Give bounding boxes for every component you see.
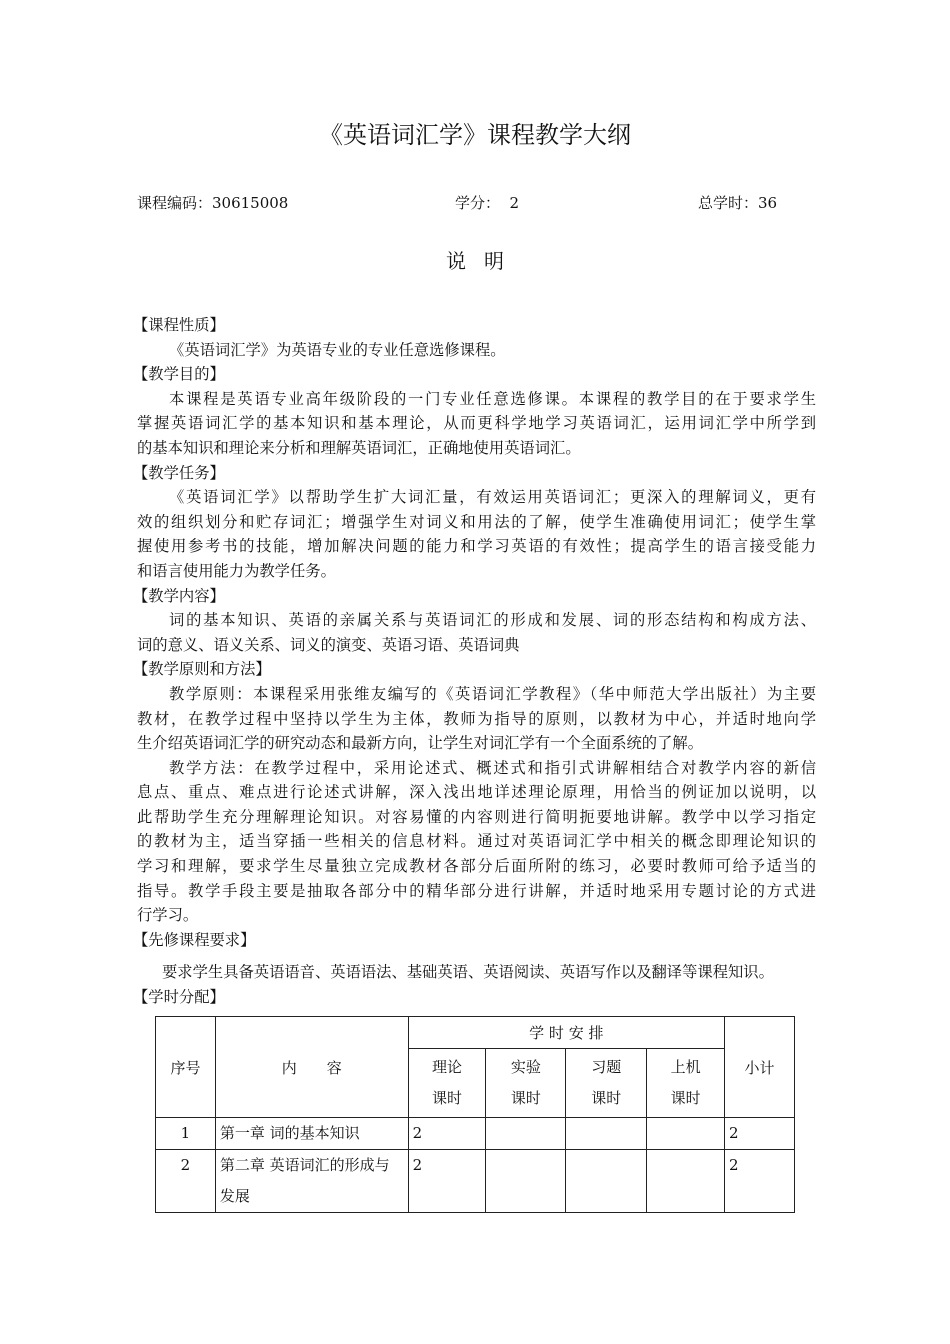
hours-table [155, 1016, 795, 1213]
header-subcolumn-label: 课时 [510, 1089, 541, 1107]
document-title: 《英语词汇学》课程教学大纲 [319, 121, 631, 149]
header-subcolumn-label: 习题 [591, 1058, 622, 1076]
paragraph-line: 词的意义、语义关系、词义的演变、英语习语、英语词典 [137, 635, 520, 654]
prerequisite-text: 要求学生具备英语语音、英语语法、基础英语、英语阅读、英语写作以及翻译等课程知识。 [162, 963, 774, 982]
paragraph-line: 词的基本知识、英语的亲属关系与英语词汇的形成和发展、词的形态结构和构成方法、 [169, 611, 816, 630]
cell-content: 第二章 英语词汇的形成与发展 [215, 1150, 408, 1213]
paragraph-line: 指导。教学手段主要是抽取各部分中的精华部分进行讲解，并适时地采用专题讨论的方式进 [137, 881, 816, 900]
paragraph-line: 行学习。 [137, 906, 199, 925]
cell-theory: 2 [408, 1118, 486, 1150]
paragraph-line: 握使用参考书的技能，增加解决问题的能力和学习英语的有效性；提高学生的语言接受能力 [137, 537, 816, 556]
cell-exercise [566, 1150, 647, 1213]
paragraph-line: 学习和理解，要求学生尽量独立完成教材各部分后面所附的练习，必要时教师可给予适当的 [137, 857, 816, 876]
course-credit: 学分： 2 [455, 194, 520, 212]
paragraph-line: 生介绍英语词汇学的研究动态和最新方向，让学生对词汇学有一个全面系统的了解。 [137, 734, 703, 753]
cell-lab [486, 1118, 566, 1150]
paragraph-line: 本课程是英语专业高年级阶段的一门专业任意选修课。本课程的教学目的在于要求学生 [169, 389, 816, 408]
paragraph-line: 的教材为主，适当穿插一些相关的信息材料。通过对英语词汇学中相关的概念即理论知识的 [137, 832, 816, 851]
section-subtitle: 说明 [446, 249, 522, 273]
paragraph-line: 效的组织划分和贮存词汇；增强学生对词义和用法的了解，使学生准确使用词汇；使学生掌 [137, 512, 816, 531]
paragraph-line: 《英语词汇学》以帮助学生扩大词汇量，有效运用英语词汇；更深入的理解词义，更有 [169, 488, 816, 507]
header-subcolumn-label: 上机 [670, 1058, 701, 1076]
header-total: 小计 [725, 1017, 795, 1118]
cell-total: 2 [725, 1150, 795, 1213]
cell-computer [647, 1150, 725, 1213]
section-heading: 【教学原则和方法】 [133, 660, 271, 679]
cell-theory: 2 [408, 1150, 486, 1213]
section-heading: 【先修课程要求】 [133, 930, 256, 949]
paragraph-line: 教学原则：本课程采用张维友编写的《英语词汇学教程》（华中师范大学出版社）为主要 [169, 684, 816, 703]
section-heading: 【课程性质】 [133, 316, 225, 334]
section-heading: 【学时分配】 [133, 988, 225, 1007]
paragraph-line: 的基本知识和理论来分析和理解英语词汇，正确地使用英语词汇。 [137, 438, 581, 457]
cell-total: 2 [725, 1118, 795, 1150]
cell-no: 1 [156, 1118, 216, 1150]
section-heading: 【教学任务】 [133, 463, 225, 482]
header-subcolumn [647, 1049, 725, 1118]
cell-content: 第一章 词的基本知识 [215, 1118, 408, 1150]
paragraph-line: 《英语词汇学》为英语专业的专业任意选修课程。 [169, 340, 506, 359]
paragraph-line: 教材，在教学过程中坚持以学生为主体，教师为指导的原则，以教材为中心，并适时地向学 [137, 709, 816, 728]
paragraph-line: 此帮助学生充分理解理论知识。对容易懂的内容则进行简明扼要地讲解。教学中以学习指定 [137, 807, 816, 826]
header-subcolumn-label: 课时 [670, 1089, 701, 1107]
cell-lab [486, 1150, 566, 1213]
cell-no: 2 [156, 1150, 216, 1213]
paragraph-line: 教学方法：在教学过程中，采用论述式、概述式和指引式讲解相结合对教学内容的新信 [169, 758, 816, 777]
section-heading: 【教学目的】 [133, 365, 225, 384]
table-row [156, 1118, 795, 1150]
header-no: 序号 [156, 1017, 216, 1118]
cell-exercise [566, 1118, 647, 1150]
header-subcolumn [408, 1049, 486, 1118]
header-subcolumn-label: 实验 [510, 1058, 541, 1076]
header-subcolumn-label: 课时 [591, 1089, 622, 1107]
paragraph-line: 掌握英语词汇学的基本知识和基本理论，从而更科学地学习英语词汇，运用词汇学中所学到 [137, 414, 816, 433]
course-code: 课程编码：30615008 [137, 194, 289, 212]
header-schedule: 学 时 安 排 [408, 1017, 724, 1049]
document-body [133, 313, 816, 1010]
section-heading: 【教学内容】 [133, 586, 225, 605]
header-subcolumn [486, 1049, 566, 1118]
header-subcolumn-label: 课时 [432, 1089, 463, 1107]
cell-computer [647, 1118, 725, 1150]
header-subcolumn-label: 理论 [432, 1058, 463, 1076]
paragraph-line: 和语言使用能力为教学任务。 [137, 561, 336, 580]
header-subcolumn [566, 1049, 647, 1118]
table-row [156, 1150, 795, 1213]
paragraph-line: 息点、重点、难点进行论述式讲解，深入浅出地详述理论原理，用恰当的例证加以说明，以 [137, 783, 816, 802]
header-content: 内 容 [215, 1017, 408, 1118]
total-hours: 总学时：36 [698, 194, 778, 212]
